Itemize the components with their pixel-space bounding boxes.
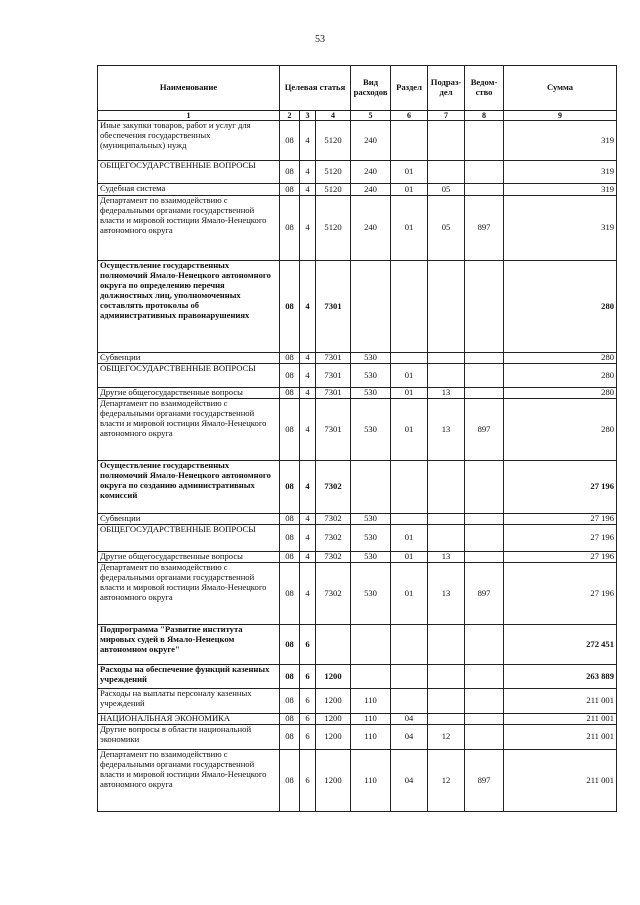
section-code: 01	[391, 161, 428, 184]
column-number: 3	[300, 111, 316, 121]
target-item-code	[316, 625, 351, 665]
column-number: 8	[465, 111, 504, 121]
row-name: Департамент по взаимодействию с федеральными органами государственной власти и мировой юстиции Ямало-Ненецкого автономного округа	[98, 399, 280, 461]
department-code: 897	[465, 563, 504, 625]
amount: 263 889	[504, 665, 617, 689]
target-item-code: 1200	[316, 689, 351, 714]
subsection-code	[428, 461, 465, 514]
department-code	[465, 261, 504, 353]
column-number: 1	[98, 111, 280, 121]
table-row	[98, 399, 617, 461]
target-subprogram-code: 6	[300, 665, 316, 689]
table-row	[98, 461, 617, 514]
subsection-code	[428, 665, 465, 689]
header-target: Целевая статья	[280, 66, 351, 111]
page-number: 53	[315, 34, 325, 45]
row-name: Расходы на обеспечение функций казенных учреждений	[98, 665, 280, 689]
row-name: Другие общегосударственные вопросы	[98, 552, 280, 563]
section-code	[391, 461, 428, 514]
section-code	[391, 121, 428, 161]
department-code	[465, 689, 504, 714]
target-subprogram-code: 4	[300, 399, 316, 461]
target-item-code: 5120	[316, 184, 351, 196]
row-name: Другие вопросы в области национальной экономики	[98, 725, 280, 750]
target-subprogram-code: 4	[300, 364, 316, 388]
expense-kind-code: 530	[351, 563, 391, 625]
header-kind: Вид расходов	[351, 66, 391, 111]
row-name: ОБЩЕГОСУДАРСТВЕННЫЕ ВОПРОСЫ	[98, 161, 280, 184]
subsection-code	[428, 625, 465, 665]
target-item-code: 5120	[316, 196, 351, 261]
expense-kind-code: 110	[351, 725, 391, 750]
subsection-code	[428, 121, 465, 161]
section-code: 01	[391, 364, 428, 388]
amount: 27 196	[504, 552, 617, 563]
row-name: Субвенции	[98, 514, 280, 525]
amount: 319	[504, 184, 617, 196]
department-code	[465, 525, 504, 552]
column-number: 9	[504, 111, 617, 121]
subsection-code: 13	[428, 388, 465, 399]
column-number-row	[98, 111, 617, 121]
header-sum: Сумма	[504, 66, 617, 111]
section-code: 01	[391, 399, 428, 461]
target-program-code: 08	[280, 563, 300, 625]
row-name: Судебная система	[98, 184, 280, 196]
amount: 319	[504, 196, 617, 261]
table-row	[98, 750, 617, 812]
amount: 280	[504, 399, 617, 461]
column-number: 5	[351, 111, 391, 121]
target-item-code: 7302	[316, 563, 351, 625]
table-row	[98, 563, 617, 625]
amount: 27 196	[504, 525, 617, 552]
target-subprogram-code: 6	[300, 625, 316, 665]
expense-kind-code: 110	[351, 714, 391, 725]
section-code: 01	[391, 552, 428, 563]
row-name: Субвенции	[98, 353, 280, 364]
target-subprogram-code: 6	[300, 689, 316, 714]
row-name: ОБЩЕГОСУДАРСТВЕННЫЕ ВОПРОСЫ	[98, 525, 280, 552]
row-name: ОБЩЕГОСУДАРСТВЕННЫЕ ВОПРОСЫ	[98, 364, 280, 388]
department-code: 897	[465, 750, 504, 812]
table-row	[98, 689, 617, 714]
row-name: НАЦИОНАЛЬНАЯ ЭКОНОМИКА	[98, 714, 280, 725]
subsection-code	[428, 689, 465, 714]
table-row	[98, 353, 617, 364]
target-program-code: 08	[280, 525, 300, 552]
subsection-code: 13	[428, 399, 465, 461]
section-code: 01	[391, 525, 428, 552]
table-row	[98, 121, 617, 161]
target-program-code: 08	[280, 364, 300, 388]
section-code	[391, 514, 428, 525]
table-body	[98, 121, 617, 812]
subsection-code	[428, 714, 465, 725]
section-code	[391, 353, 428, 364]
amount: 319	[504, 161, 617, 184]
section-code	[391, 261, 428, 353]
target-program-code: 08	[280, 196, 300, 261]
section-code: 01	[391, 196, 428, 261]
table-row	[98, 525, 617, 552]
target-item-code: 7302	[316, 552, 351, 563]
amount: 272 451	[504, 625, 617, 665]
target-subprogram-code: 4	[300, 261, 316, 353]
target-subprogram-code: 4	[300, 161, 316, 184]
expense-kind-code	[351, 461, 391, 514]
column-number: 6	[391, 111, 428, 121]
table-row	[98, 725, 617, 750]
expense-kind-code: 240	[351, 121, 391, 161]
expense-kind-code: 110	[351, 689, 391, 714]
subsection-code: 12	[428, 725, 465, 750]
department-code	[465, 184, 504, 196]
target-subprogram-code: 4	[300, 552, 316, 563]
row-name: Департамент по взаимодействию с федеральными органами государственной власти и мировой юстиции Ямало-Ненецкого автономного округа	[98, 563, 280, 625]
expense-kind-code: 240	[351, 196, 391, 261]
department-code: 897	[465, 196, 504, 261]
target-subprogram-code: 6	[300, 725, 316, 750]
subsection-code	[428, 353, 465, 364]
section-code: 04	[391, 750, 428, 812]
target-program-code: 08	[280, 552, 300, 563]
section-code: 01	[391, 388, 428, 399]
table-row	[98, 552, 617, 563]
row-name: Осуществление государственных полномочий Ямало-Ненецкого автономного округа по определению перечня должностных лиц, уполномоченных составлять протоколы об административных правонарушениях	[98, 261, 280, 353]
expense-kind-code: 110	[351, 750, 391, 812]
subsection-code	[428, 261, 465, 353]
target-subprogram-code: 4	[300, 353, 316, 364]
target-item-code: 5120	[316, 161, 351, 184]
target-program-code: 08	[280, 689, 300, 714]
target-program-code: 08	[280, 184, 300, 196]
section-code	[391, 689, 428, 714]
amount: 280	[504, 261, 617, 353]
column-number: 2	[280, 111, 300, 121]
column-number: 4	[316, 111, 351, 121]
target-item-code: 1200	[316, 725, 351, 750]
target-subprogram-code: 4	[300, 525, 316, 552]
expense-kind-code: 240	[351, 184, 391, 196]
target-program-code: 08	[280, 161, 300, 184]
target-item-code: 1200	[316, 665, 351, 689]
table-row	[98, 625, 617, 665]
department-code	[465, 388, 504, 399]
subsection-code: 13	[428, 552, 465, 563]
table-row	[98, 364, 617, 388]
subsection-code	[428, 514, 465, 525]
budget-table	[97, 65, 617, 812]
expense-kind-code	[351, 261, 391, 353]
target-program-code: 08	[280, 750, 300, 812]
target-program-code: 08	[280, 461, 300, 514]
subsection-code: 13	[428, 563, 465, 625]
subsection-code: 12	[428, 750, 465, 812]
target-item-code: 1200	[316, 750, 351, 812]
department-code	[465, 514, 504, 525]
target-subprogram-code: 4	[300, 184, 316, 196]
department-code	[465, 714, 504, 725]
row-name: Департамент по взаимодействию с федеральными органами государственной власти и мировой юстиции Ямало-Ненецкого автономного округа	[98, 750, 280, 812]
expense-kind-code: 530	[351, 353, 391, 364]
amount: 27 196	[504, 514, 617, 525]
target-subprogram-code: 4	[300, 563, 316, 625]
target-program-code: 08	[280, 388, 300, 399]
target-item-code: 1200	[316, 714, 351, 725]
amount: 211 001	[504, 725, 617, 750]
expense-kind-code	[351, 625, 391, 665]
amount: 211 001	[504, 750, 617, 812]
table-header-row	[98, 66, 617, 111]
row-name: Другие общегосударственные вопросы	[98, 388, 280, 399]
row-name: Расходы на выплаты персоналу казенных учреждений	[98, 689, 280, 714]
target-subprogram-code: 4	[300, 121, 316, 161]
target-program-code: 08	[280, 665, 300, 689]
table-row	[98, 388, 617, 399]
table-row	[98, 665, 617, 689]
target-subprogram-code: 4	[300, 514, 316, 525]
target-item-code: 7302	[316, 461, 351, 514]
header-dept: Ведом-ство	[465, 66, 504, 111]
section-code: 04	[391, 725, 428, 750]
target-subprogram-code: 4	[300, 461, 316, 514]
expense-kind-code	[351, 665, 391, 689]
amount: 280	[504, 364, 617, 388]
target-program-code: 08	[280, 725, 300, 750]
subsection-code	[428, 161, 465, 184]
amount: 280	[504, 388, 617, 399]
target-item-code: 7301	[316, 364, 351, 388]
department-code	[465, 364, 504, 388]
target-program-code: 08	[280, 399, 300, 461]
target-item-code: 7302	[316, 514, 351, 525]
row-name: Осуществление государственных полномочий Ямало-Ненецкого автономного округа по созданию административных комиссий	[98, 461, 280, 514]
expense-kind-code: 530	[351, 388, 391, 399]
department-code	[465, 161, 504, 184]
target-program-code: 08	[280, 514, 300, 525]
subsection-code	[428, 525, 465, 552]
section-code	[391, 665, 428, 689]
target-item-code: 7302	[316, 525, 351, 552]
target-item-code: 5120	[316, 121, 351, 161]
table-row	[98, 714, 617, 725]
expense-kind-code: 530	[351, 399, 391, 461]
table-row	[98, 184, 617, 196]
target-item-code: 7301	[316, 353, 351, 364]
department-code	[465, 353, 504, 364]
section-code	[391, 625, 428, 665]
target-program-code: 08	[280, 625, 300, 665]
target-item-code: 7301	[316, 399, 351, 461]
table-row	[98, 514, 617, 525]
section-code: 04	[391, 714, 428, 725]
amount: 27 196	[504, 563, 617, 625]
department-code	[465, 625, 504, 665]
header-section: Раздел	[391, 66, 428, 111]
amount: 280	[504, 353, 617, 364]
department-code	[465, 665, 504, 689]
amount: 319	[504, 121, 617, 161]
department-code	[465, 121, 504, 161]
expense-kind-code: 240	[351, 161, 391, 184]
subsection-code: 05	[428, 184, 465, 196]
expense-kind-code: 530	[351, 364, 391, 388]
department-code	[465, 461, 504, 514]
section-code: 01	[391, 184, 428, 196]
row-name: Департамент по взаимодействию с федеральными органами государственной власти и мировой юстиции Ямало-Ненецкого автономного округа	[98, 196, 280, 261]
department-code: 897	[465, 399, 504, 461]
expense-kind-code: 530	[351, 552, 391, 563]
subsection-code: 05	[428, 196, 465, 261]
table-row	[98, 261, 617, 353]
target-subprogram-code: 6	[300, 714, 316, 725]
column-number: 7	[428, 111, 465, 121]
row-name: Иные закупки товаров, работ и услуг для обеспечения государственных (муниципальных) нужд	[98, 121, 280, 161]
header-subsection: Подраз-дел	[428, 66, 465, 111]
target-subprogram-code: 4	[300, 388, 316, 399]
department-code	[465, 552, 504, 563]
amount: 211 001	[504, 689, 617, 714]
target-program-code: 08	[280, 353, 300, 364]
amount: 27 196	[504, 461, 617, 514]
target-subprogram-code: 4	[300, 196, 316, 261]
table-row	[98, 161, 617, 184]
row-name: Подпрограмма "Развитие института мировых судей в Ямало-Ненецком автономном округе"	[98, 625, 280, 665]
target-item-code: 7301	[316, 261, 351, 353]
subsection-code	[428, 364, 465, 388]
amount: 211 001	[504, 714, 617, 725]
target-program-code: 08	[280, 121, 300, 161]
target-item-code: 7301	[316, 388, 351, 399]
target-program-code: 08	[280, 261, 300, 353]
section-code: 01	[391, 563, 428, 625]
target-program-code: 08	[280, 714, 300, 725]
table-row	[98, 196, 617, 261]
expense-kind-code: 530	[351, 514, 391, 525]
header-name: Наименование	[98, 66, 280, 111]
target-subprogram-code: 6	[300, 750, 316, 812]
expense-kind-code: 530	[351, 525, 391, 552]
department-code	[465, 725, 504, 750]
